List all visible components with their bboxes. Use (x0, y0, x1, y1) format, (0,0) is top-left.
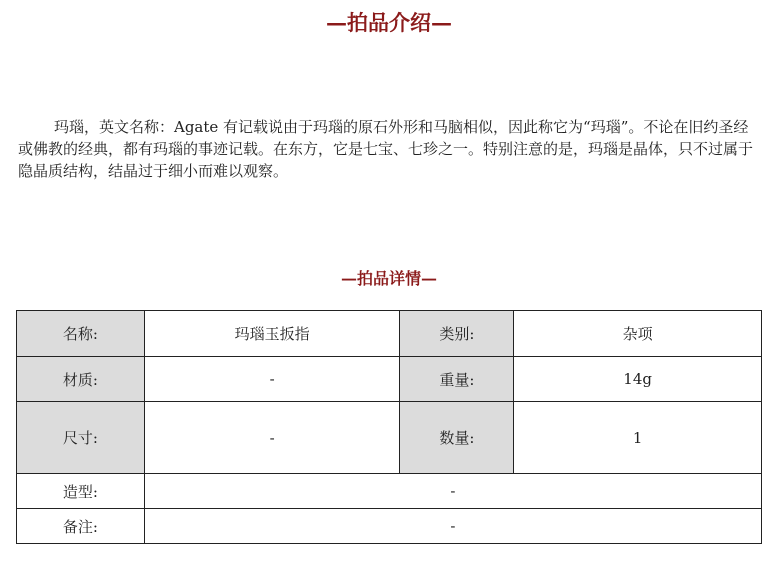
shape-label: 造型: (17, 474, 145, 509)
shape-value: - (144, 474, 761, 509)
quantity-label: 数量: (400, 402, 514, 474)
remarks-label: 备注: (17, 509, 145, 544)
material-label: 材质: (17, 357, 145, 402)
table-row (17, 402, 762, 474)
weight-label: 重量: (400, 357, 514, 402)
intro-section-title: —拍品介绍— (326, 10, 452, 35)
table-row (17, 311, 762, 357)
quantity-value: 1 (514, 402, 762, 474)
category-label: 类别: (400, 311, 514, 357)
table-row (17, 474, 762, 509)
details-table (16, 310, 762, 544)
name-value: 玛瑙玉扳指 (144, 311, 400, 357)
category-value: 杂项 (514, 311, 762, 357)
table-row (17, 509, 762, 544)
intro-description: 玛瑙，英文名称：Agate 有记载说由于玛瑙的原石外形和马脑相似，因此称它为“玛瑙”。不论在旧约圣经或佛教的经典，都有玛瑙的事迹记载。在东方，它是七宝、七珍之一。特别注意的是，玛瑙是晶体，只不过属于隐晶质结构，结晶过于细小而难以观察。 (18, 118, 754, 180)
material-value: - (144, 357, 400, 402)
weight-value: 14g (514, 357, 762, 402)
name-label: 名称: (17, 311, 145, 357)
size-label: 尺寸: (17, 402, 145, 474)
size-value: - (144, 402, 400, 474)
remarks-value: - (144, 509, 761, 544)
table-row (17, 357, 762, 402)
details-section-title: —拍品详情— (340, 269, 437, 288)
